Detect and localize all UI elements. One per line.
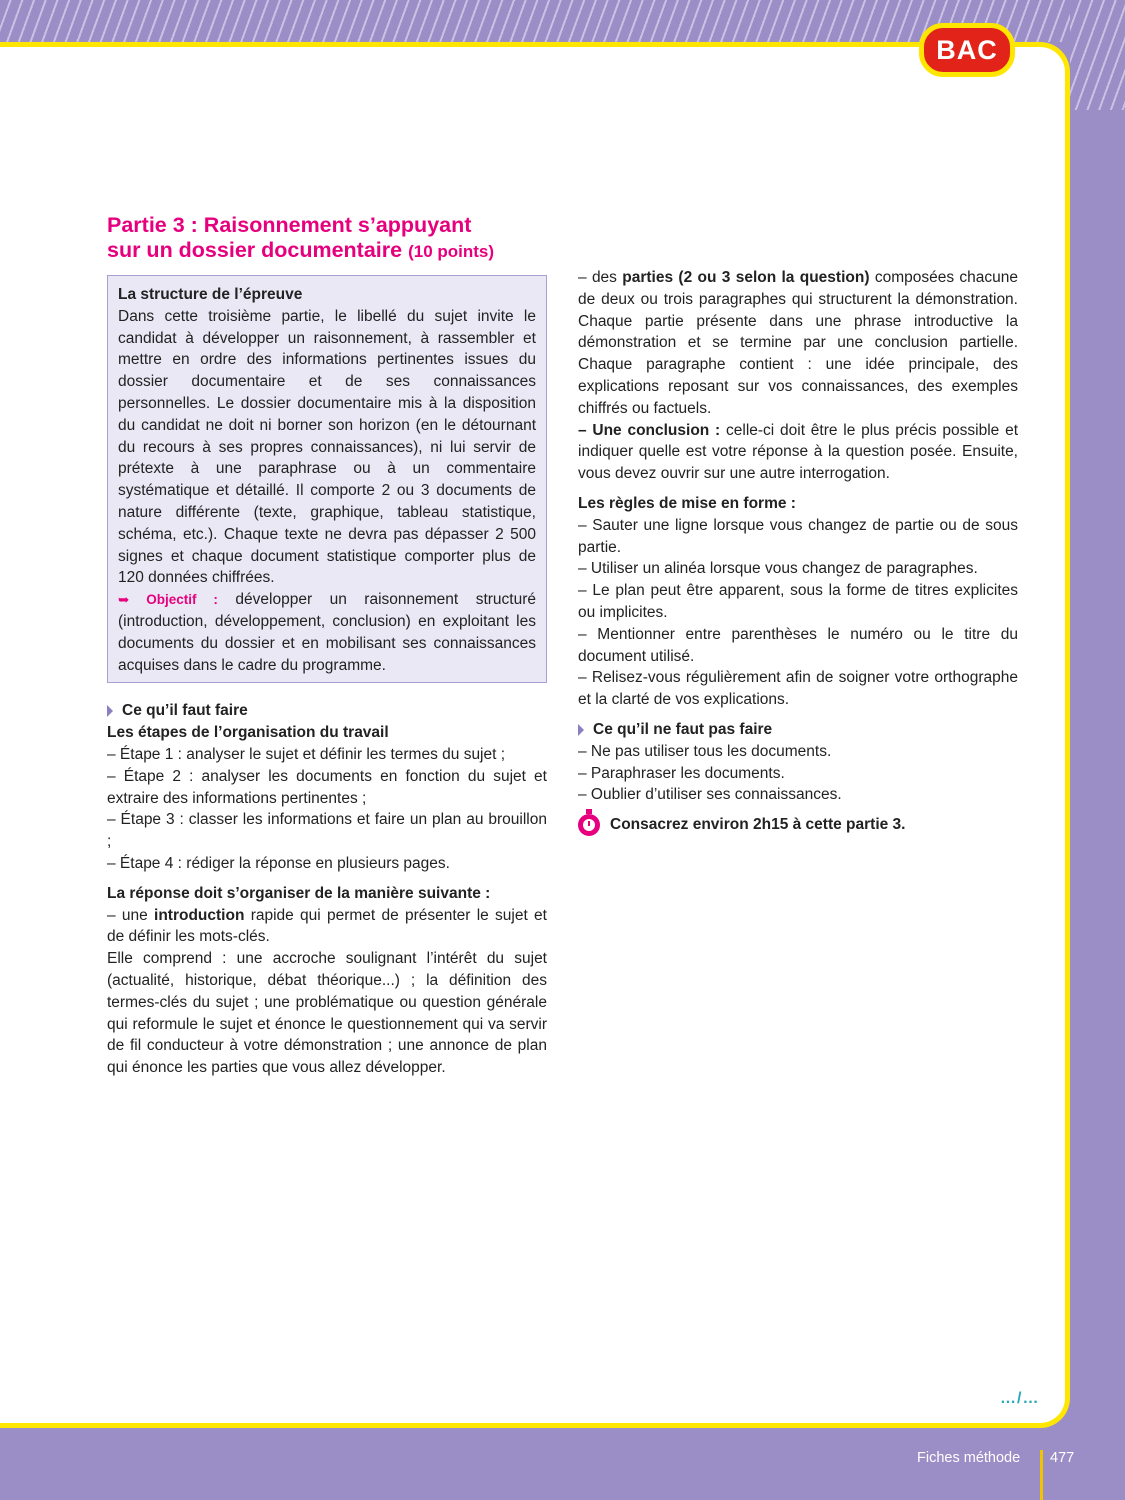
step-item: – Étape 3 : classer les informations et faire un plan au brouillon ; xyxy=(107,811,547,851)
parts-suffix: composées chacune de deux ou trois paragraphes qui structurent la démonstration. Chaque partie présente dans une phrase introductive la démonstration et se termine par une conclusion partielle. Chaque paragraphe contient : une idée principale, des explications reposant sur vos connaissances, des exemples chiffrés ou factuels. xyxy=(578,269,1019,417)
dont-item: – Ne pas utiliser tous les documents. xyxy=(578,742,832,760)
structure-box xyxy=(107,275,547,683)
conclusion-bold: – Une conclusion : xyxy=(578,421,721,439)
title-points: (10 points) xyxy=(408,242,495,261)
objective-paragraph xyxy=(118,589,536,676)
triangle-bullet-icon xyxy=(578,724,584,736)
footer-section-label: Fiches méthode xyxy=(917,1450,1021,1466)
step-item: – Étape 4 : rédiger la réponse en plusieurs pages. xyxy=(107,854,450,872)
conclusion-text: celle-ci doit être le plus précis possible et indiquer quelle est votre réponse à la question posée. Ensuite, vous devez ouvrir sur une autre interrogation. xyxy=(578,421,1018,483)
right-column xyxy=(578,267,1018,836)
title-line-1: Partie 3 : Raisonnement s’appuyant xyxy=(107,213,472,237)
stopwatch-icon xyxy=(578,814,600,836)
timer-text: Consacrez environ 2h15 à cette partie 3. xyxy=(610,816,906,834)
page-number: 477 xyxy=(1050,1450,1075,1466)
intro-suffix: rapide qui permet de présenter le sujet et de définir les mots-clés. xyxy=(107,906,547,946)
intro-paragraph xyxy=(107,905,547,949)
title-line-2: sur un dossier documentaire xyxy=(107,238,403,262)
bac-badge: BAC xyxy=(919,23,1015,77)
parts-prefix: – des xyxy=(578,269,617,286)
structure-heading: La structure de l’épreuve xyxy=(118,286,303,303)
dont-item: – Oublier d’utiliser ses connaissances. xyxy=(578,786,842,804)
parts-bold: parties (2 ou 3 selon la question) xyxy=(622,269,870,286)
todo-section-header xyxy=(107,700,547,722)
section-title xyxy=(107,213,577,264)
response-heading: La réponse doit s’organiser de la manière suivante : xyxy=(107,884,491,902)
continued-mark: …/… xyxy=(1000,1390,1040,1407)
rule-item: – Mentionner entre parenthèses le numéro ou le titre du document utilisé. xyxy=(578,625,1018,665)
intro-prefix: – une xyxy=(107,906,148,924)
rule-item: – Sauter une ligne lorsque vous changez de partie ou de sous partie. xyxy=(578,516,1018,556)
steps-heading: Les étapes de l’organisation du travail xyxy=(107,724,389,742)
todo-heading: Ce qu’il faut faire xyxy=(122,702,248,720)
rules-heading: Les règles de mise en forme : xyxy=(578,494,796,512)
rule-item: – Utiliser un alinéa lorsque vous changez de paragraphes. xyxy=(578,560,978,578)
footer-divider xyxy=(1040,1450,1043,1500)
timer-note xyxy=(578,814,1018,836)
triangle-bullet-icon xyxy=(107,705,113,717)
structure-body: Dans cette troisième partie, le libellé du sujet invite le candidat à développer un raisonnement, à rassembler et mettre en ordre des informations pertinentes issues du dossier documentaire et de ses connaissances personnelles. Le dossier documentaire mis à la disposition du candidat ne doit ni borner son horizon (en le détournant du recours à ses propres connaissances), ni lui servir de prétexte à une paraphrase ou à un commentaire systématique et détaillé. Il comporte 2 ou 3 documents de nature différente (texte, graphique, tableau statistique, schéma, etc.). Chaque texte ne devra pas dépasser 2 500 signes et chaque document statistique comporter plus de 120 données chiffrées. xyxy=(118,307,536,587)
intro-bold: introduction xyxy=(154,906,245,924)
right-stripe-band xyxy=(1070,0,1125,110)
intro-detail: Elle comprend : une accroche soulignant l’intérêt du sujet (actualité, historique, débat théorique...) ; la définition des termes-clés du sujet ; une problématique ou question générale qui reformule le sujet et énonce le questionnement qui va servir de fil conducteur à votre démonstration ; une annonce de plan qui énonce les parties que vous allez développer. xyxy=(107,950,547,1077)
rule-item: – Le plan peut être apparent, sous la forme de titres explicites ou implicites. xyxy=(578,582,1018,621)
conclusion-paragraph xyxy=(578,420,1018,485)
objective-text: développer un raisonnement structuré (introduction, développement, conclusion) en exploitant les documents du dossier et en mobilisant ses connaissances acquises dans le cadre du programme. xyxy=(118,591,536,674)
dont-section-header xyxy=(578,719,1018,741)
left-column xyxy=(107,275,547,1079)
parts-paragraph xyxy=(578,267,1018,420)
rule-item: – Relisez-vous régulièrement afin de soigner votre orthographe et la clarté de vos explications. xyxy=(578,669,1018,709)
objective-label: ➥ Objectif : xyxy=(118,592,218,608)
step-item: – Étape 2 : analyser les documents en fonction du sujet et extraire des informations pertinentes ; xyxy=(107,767,547,807)
dont-heading: Ce qu’il ne faut pas faire xyxy=(593,720,773,738)
step-item: – Étape 1 : analyser le sujet et définir les termes du sujet ; xyxy=(107,745,506,763)
dont-item: – Paraphraser les documents. xyxy=(578,764,785,782)
